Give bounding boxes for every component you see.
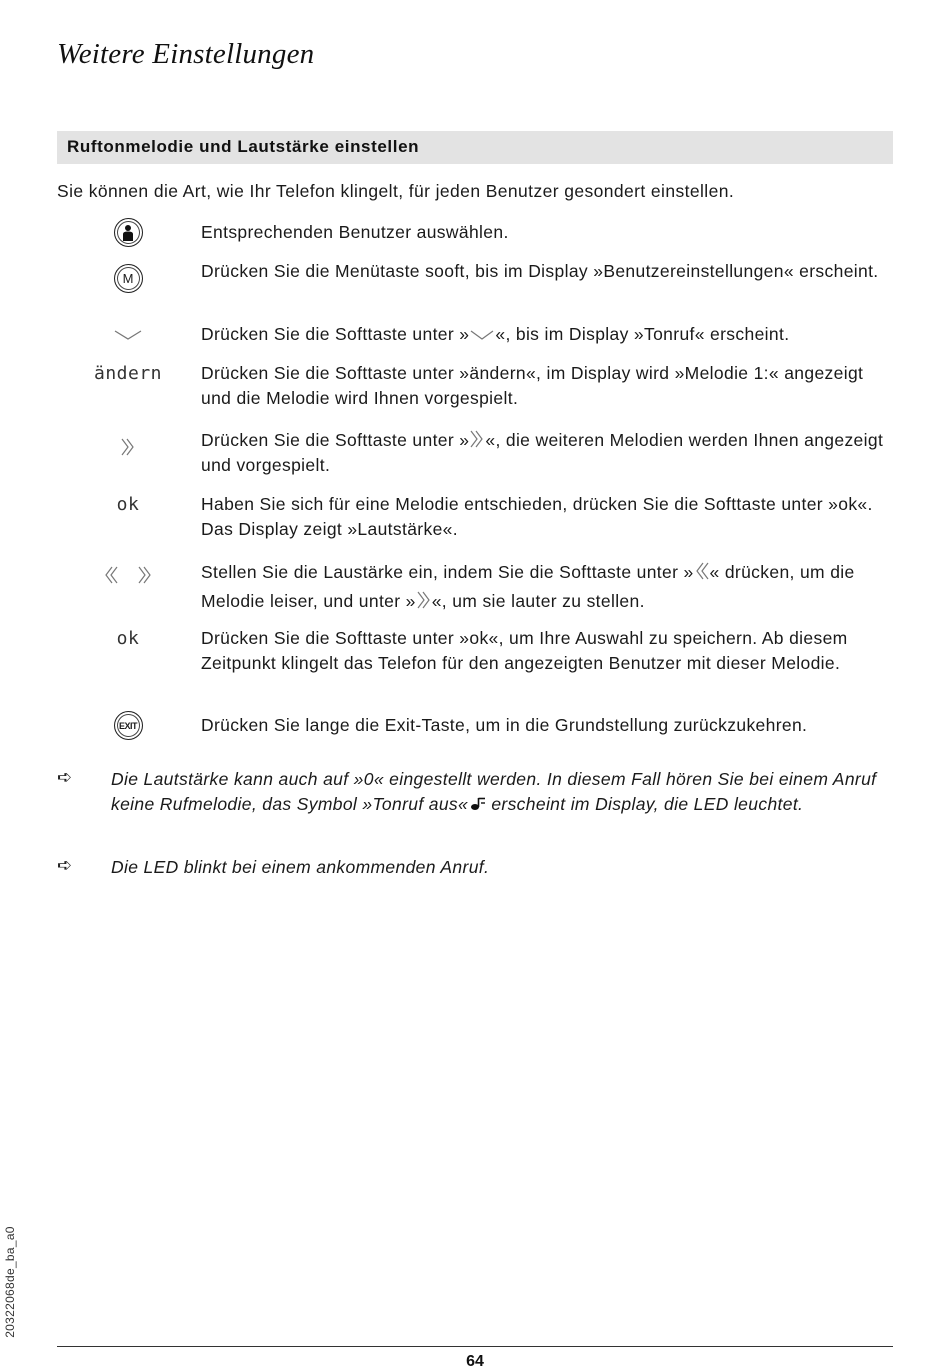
menu-key-label: M xyxy=(122,271,134,286)
step-text: Drücken Sie die Softtaste unter » «, bis im Display »Tonruf« erscheint. xyxy=(201,324,790,344)
hint-arrow-icon: ➪ xyxy=(57,855,73,876)
section-header xyxy=(57,131,893,164)
step-text: Drücken Sie die Softtaste unter »ok«, um Ihre Auswahl zu speichern. Ab diesem Zeitpunkt klingelt das Telefon für den angezeigten Benutzer mit dieser Melodie. xyxy=(201,628,848,673)
step-text: Stellen Sie die Laustärke ein, indem Sie die Softtaste unter » « drücken, um die Melodie leiser, und unter » «, um sie lauter zu stellen. xyxy=(201,562,855,611)
document-code: 20322068de_ba_a0 xyxy=(3,1226,17,1338)
footer-divider xyxy=(57,1346,893,1347)
double-chevron-left-icon xyxy=(103,565,119,585)
menu-key-icon xyxy=(114,264,143,293)
person-icon xyxy=(120,224,136,242)
user-key-icon xyxy=(114,218,143,247)
page-number: 64 xyxy=(466,1353,484,1370)
note-text: Die Lautstärke kann auch auf »0« eingestellt werden. In diesem Fall hören Sie bei einem Anruf keine Rufmelodie, das Symbol »Tonruf aus« erscheint im Display, die LED leuchtet. xyxy=(111,769,877,814)
exit-key-label: EXIT xyxy=(118,720,137,731)
double-chevron-right-inline-icon xyxy=(416,590,432,610)
double-chevron-right-icon xyxy=(137,565,153,585)
step-text: Drücken Sie lange die Exit-Taste, um in die Grundstellung zurückzukehren. xyxy=(201,715,808,735)
double-chevron-left-inline-icon xyxy=(694,561,710,581)
step-text: Drücken Sie die Softtaste unter »ändern«, im Display wird »Melodie 1:« angezeigt und die Melodie wird Ihnen vorgespielt. xyxy=(201,363,864,408)
chevron-down-softkey-icon xyxy=(113,329,143,341)
display-ok-label: ok xyxy=(116,494,140,515)
step-text: Drücken Sie die Menütaste sooft, bis im Display »Benutzereinstellungen« erscheint. xyxy=(201,261,879,281)
note-text: Die LED blinkt bei einem ankommenden Anruf. xyxy=(111,857,490,877)
chevron-down-inline-icon xyxy=(469,329,495,341)
hint-arrow-icon: ➪ xyxy=(57,767,73,788)
ringer-off-icon xyxy=(470,797,486,811)
exit-key-icon xyxy=(114,711,143,740)
step-text: Drücken Sie die Softtaste unter » «, die weiteren Melodien werden Ihnen angezeigt und vorgespielt. xyxy=(201,430,884,475)
step-text: Haben Sie sich für eine Melodie entschieden, drücken Sie die Softtaste unter »ok«. Das Display zeigt »Lautstärke«. xyxy=(201,494,873,539)
intro-paragraph: Sie können die Art, wie Ihr Telefon klingelt, für jeden Benutzer gesondert einstellen. xyxy=(57,181,735,201)
double-chevron-right-icon xyxy=(120,437,136,457)
display-aendern-label: ändern xyxy=(93,363,163,384)
double-chevron-right-inline-icon xyxy=(469,429,485,449)
display-ok-label: ok xyxy=(116,628,140,649)
step-text: Entsprechenden Benutzer auswählen. xyxy=(201,222,509,242)
section-heading: Ruftonmelodie und Lautstärke einstellen xyxy=(67,137,420,156)
page-title: Weitere Einstellungen xyxy=(57,38,315,70)
